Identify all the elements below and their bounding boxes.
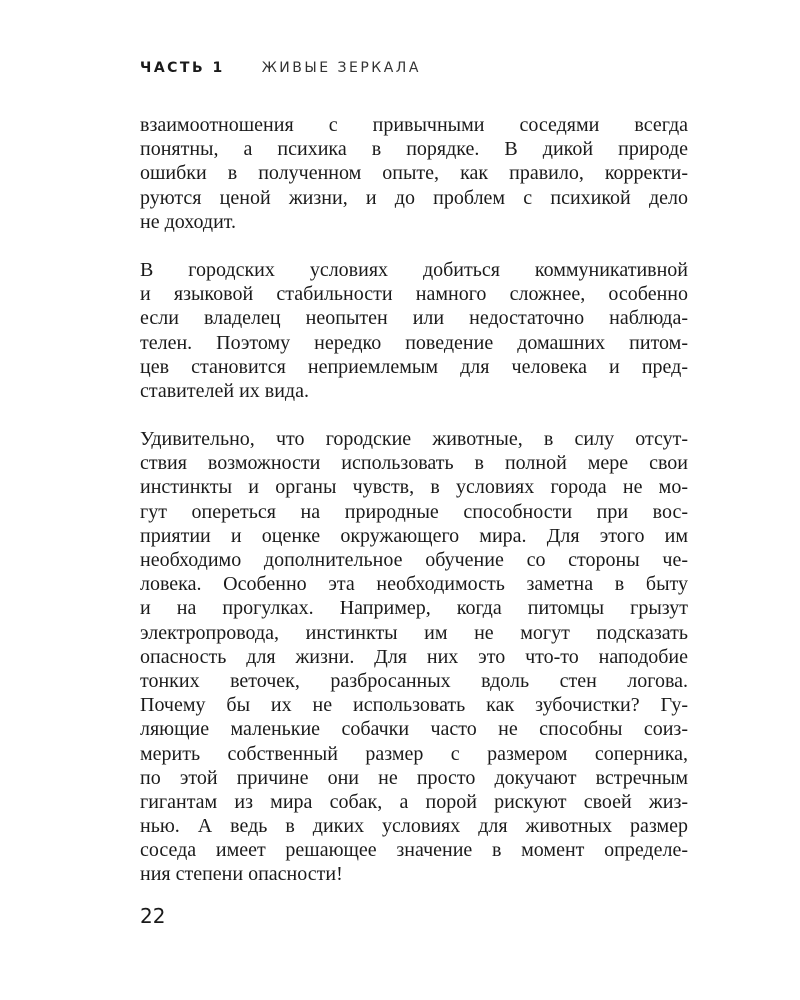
running-head bbox=[140, 60, 421, 76]
text-line: не доходит. bbox=[140, 210, 237, 233]
text-line: Удивительно, что городские животные, в силу отсут- bbox=[140, 428, 688, 451]
text-line: мерить собственный размер с размером соперника, bbox=[140, 742, 688, 765]
text-line: и языковой стабильности намного сложнее, особенно bbox=[140, 283, 688, 306]
text-line: по этой причине они не просто докучают встречным bbox=[140, 766, 688, 789]
text-line: приятии и оценке окружающего мира. Для этого им bbox=[140, 524, 688, 547]
text-line: электропровода, инстинкты им не могут подсказать bbox=[140, 621, 688, 644]
running-head-part: ЧАСТЬ 1 bbox=[140, 60, 225, 76]
text-line: ловека. Особенно эта необходимость заметна в быту bbox=[140, 573, 688, 596]
text-line: гут опереться на природные способности при вос- bbox=[140, 500, 688, 523]
text-line: телен. Поэтому нередко поведение домашних питом- bbox=[140, 331, 688, 354]
running-head-chapter: ЖИВЫЕ ЗЕРКАЛА bbox=[261, 60, 421, 76]
text-line: ошибки в полученном опыте, как правило, корректи- bbox=[140, 162, 688, 185]
text-line: если владелец неопытен или недостаточно наблюда- bbox=[140, 307, 688, 330]
text-line: нью. А ведь в диких условиях для животных размер bbox=[140, 815, 688, 838]
text-line: инстинкты и органы чувств, в условиях города не мо- bbox=[140, 476, 688, 499]
text-line: и на прогулках. Например, когда питомцы грызут bbox=[140, 597, 688, 620]
text-line: Почему бы их не использовать как зубочистки? Гу- bbox=[140, 694, 688, 717]
text-line: необходимо дополнительное обучение со стороны че- bbox=[140, 549, 688, 571]
text-line: В городских условиях добиться коммуникативной bbox=[140, 258, 688, 281]
text-line: цев становится неприемлемым для человека и пред- bbox=[140, 355, 688, 378]
text-line: понятны, а психика в порядке. В дикой природе bbox=[140, 138, 688, 161]
text-line: соседа имеет решающее значение в момент определе- bbox=[140, 839, 688, 862]
page-number: 22 bbox=[140, 904, 166, 928]
paragraph-2 bbox=[140, 258, 688, 403]
text-line: опасность для жизни. Для них это что-то наподобие bbox=[140, 645, 688, 668]
paragraph-1 bbox=[140, 113, 688, 234]
text-line: взаимоотношения с привычными соседями всегда bbox=[140, 114, 688, 136]
text-line: гигантам из мира собак, а порой рискуют своей жиз- bbox=[140, 790, 688, 813]
text-line: тонких веточек, разбросанных вдоль стен логова. bbox=[140, 669, 688, 692]
text-line: ствия возможности использовать в полной мере свои bbox=[140, 452, 688, 475]
paragraph-3 bbox=[140, 427, 688, 887]
body-text bbox=[140, 113, 688, 911]
text-line: руются ценой жизни, и до проблем с психикой дело bbox=[140, 186, 688, 209]
text-line: ставителей их вида. bbox=[140, 379, 309, 402]
text-line: ляющие маленькие собачки часто не способны соиз- bbox=[140, 718, 688, 741]
text-line: ния степени опасности! bbox=[140, 863, 343, 886]
